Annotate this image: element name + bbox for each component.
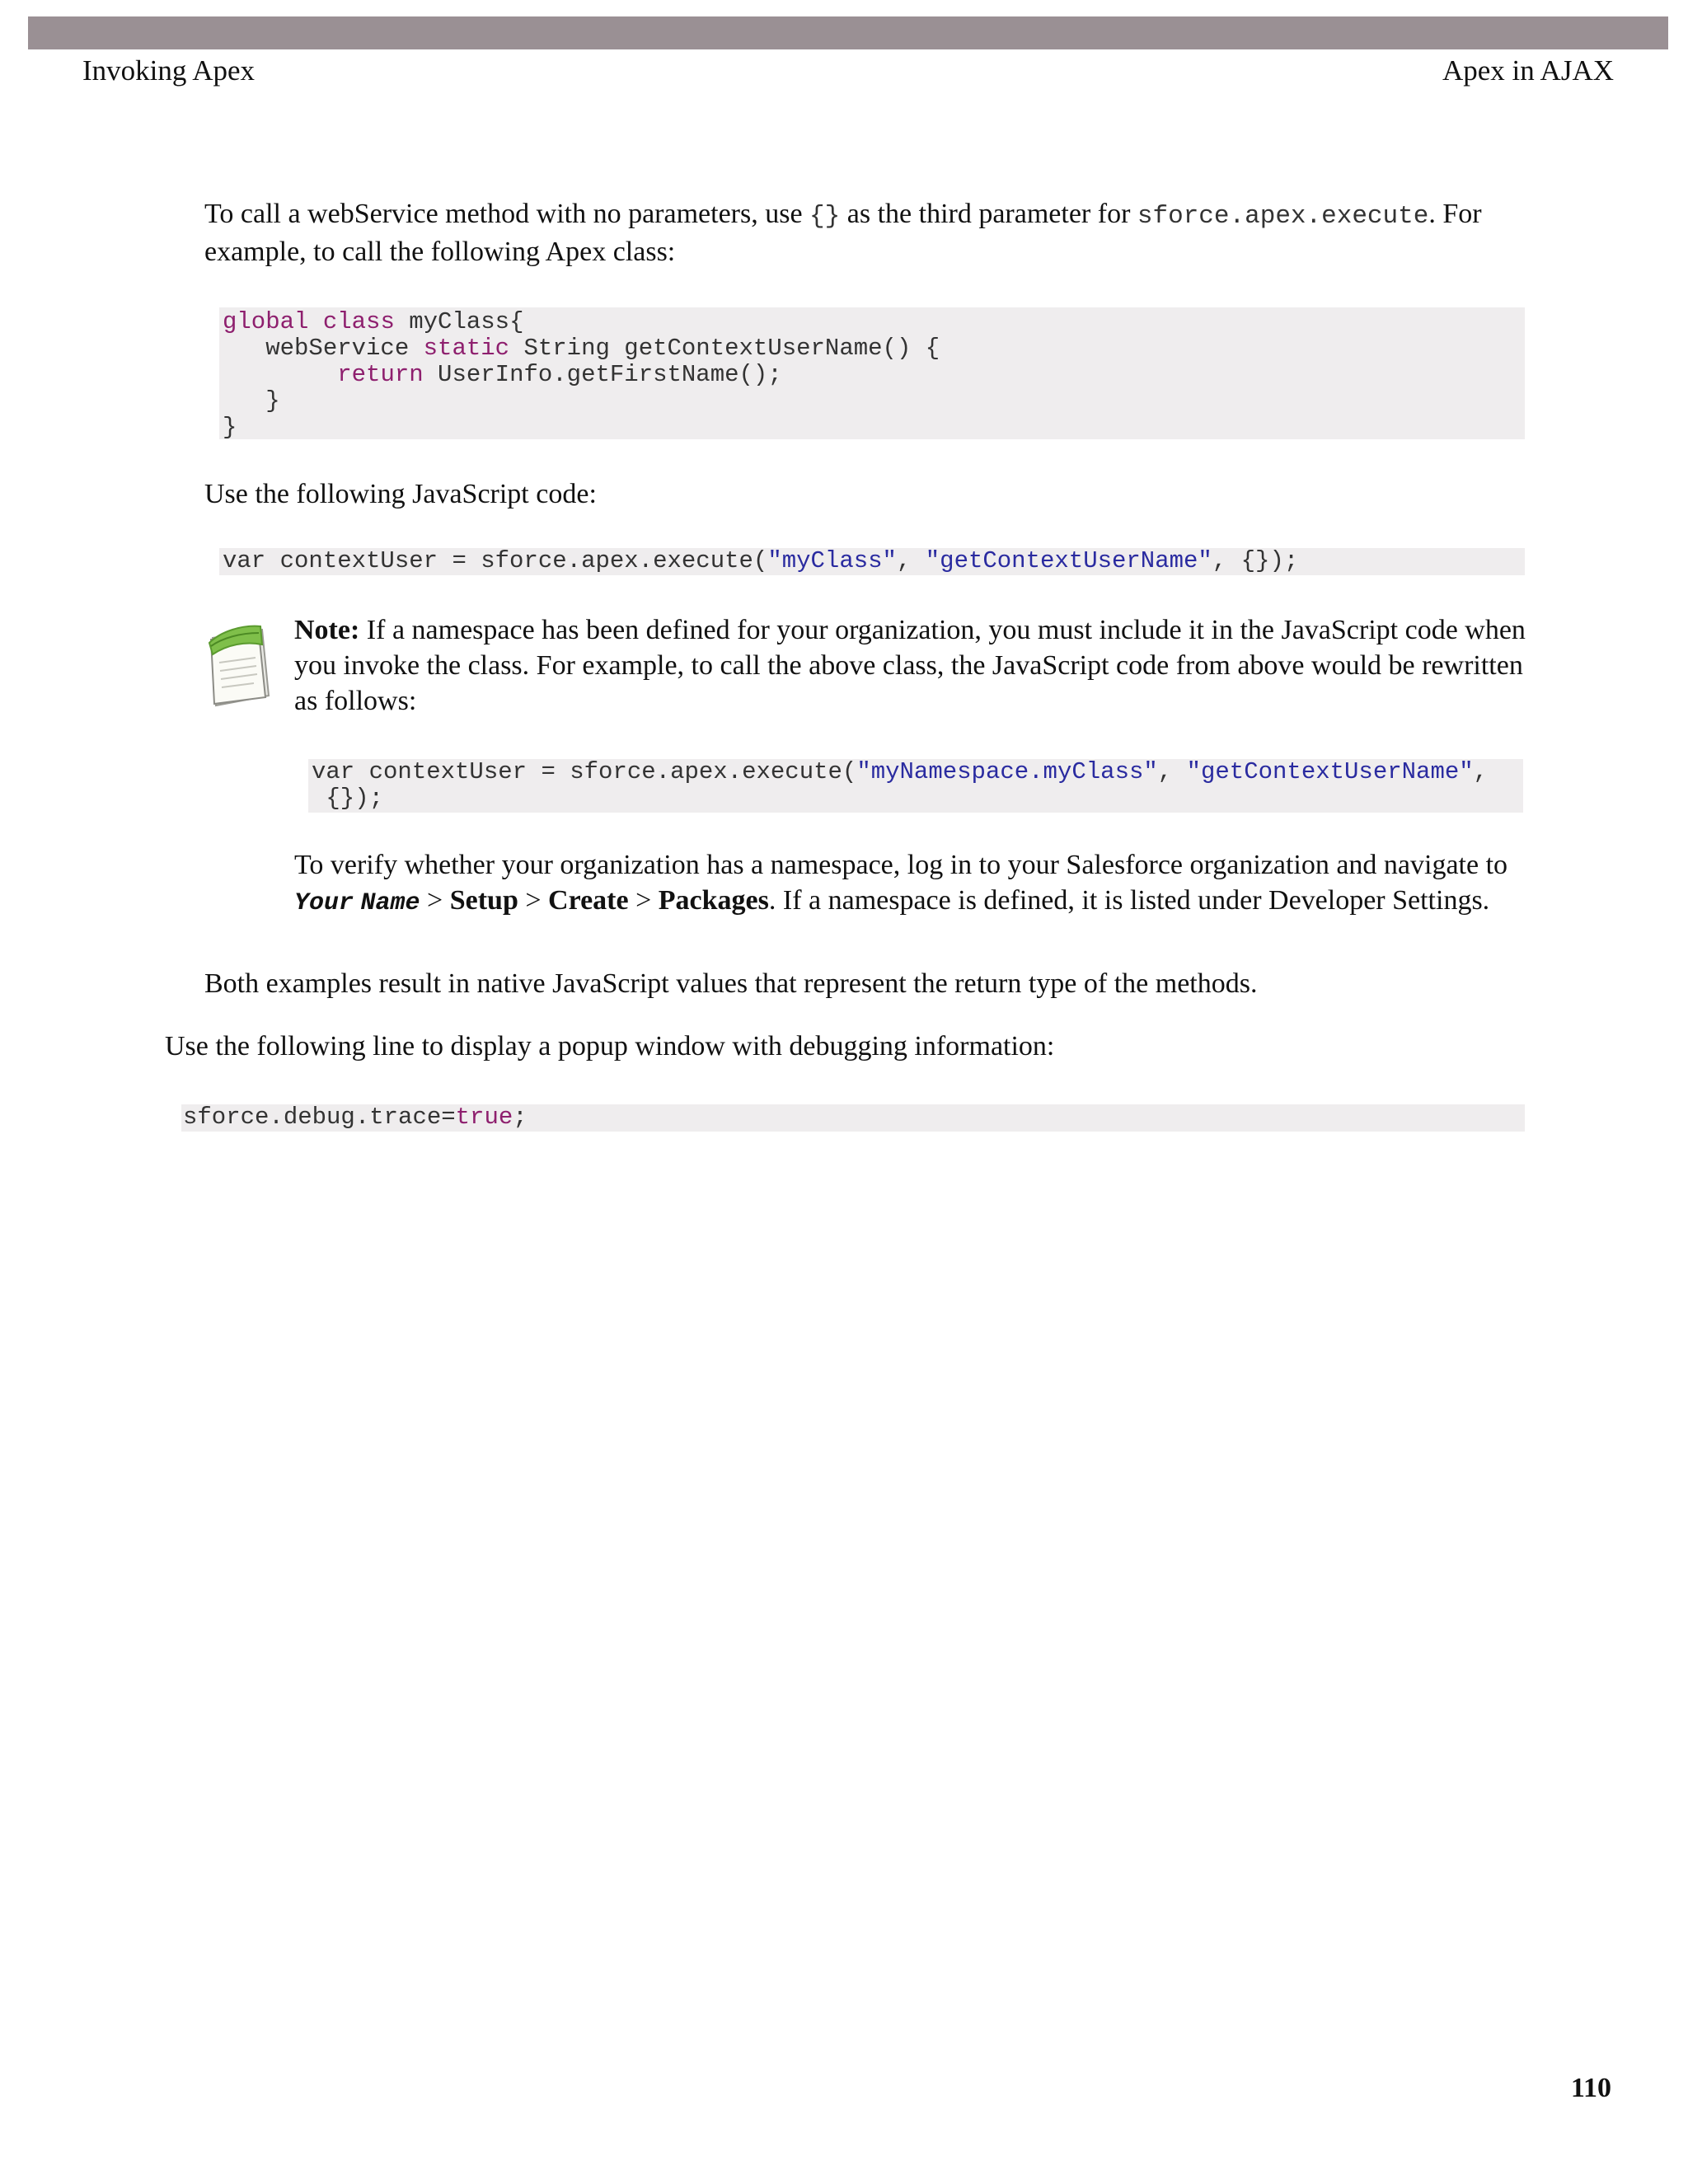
results-paragraph: Both examples result in native JavaScript values that represent the return type of the methods. — [204, 968, 1258, 999]
note-label: Note: — [294, 615, 360, 645]
page-number: 110 — [1570, 2073, 1611, 2103]
namespace-code-block: var contextUser = sforce.apex.execute("myNamespace.myClass", "getContextUserName", {}); — [308, 759, 1523, 813]
ui-path-packages: Packages — [658, 885, 769, 916]
note-icon — [204, 620, 274, 709]
ui-path-create: Create — [548, 885, 629, 916]
inline-code-execute: sforce.apex.execute — [1137, 202, 1429, 231]
running-header-right: Apex in AJAX — [1442, 54, 1614, 87]
javascript-code-block: var contextUser = sforce.apex.execute("myClass", "getContextUserName", {}); — [219, 548, 1525, 575]
javascript-intro-paragraph: Use the following JavaScript code: — [204, 479, 597, 509]
header-bar — [28, 16, 1668, 49]
apex-class-code-block: global class myClass{ webService static String getContextUserName() { return UserInfo.getFirstName(); } } — [219, 307, 1525, 439]
ui-path-your: Your — [294, 889, 354, 917]
running-header-left: Invoking Apex — [82, 54, 256, 87]
ui-path-setup: Setup — [449, 885, 518, 916]
debug-intro-paragraph: Use the following line to display a popup window with debugging information: — [165, 1031, 1055, 1062]
note-paragraph: Note: If a namespace has been defined for your organization, you must include it in the JavaScript code when you invoke the class. For example, to call the above class, the JavaScript code from above would be rewritten as follows: — [294, 615, 1526, 716]
ui-path-name: Name — [360, 889, 420, 917]
intro-paragraph: To call a webService method with no parameters, use {} as the third parameter for sforce.apex.execute. For example, to call the following Apex class: — [204, 199, 1482, 267]
debug-code-block: sforce.debug.trace=true; — [181, 1104, 1525, 1132]
inline-code-braces: {} — [809, 202, 841, 231]
namespace-verify-paragraph: To verify whether your organization has a namespace, log in to your Salesforce organization and navigate to Your Name > Setup > Create > Packages. If a namespace is defined, it is listed under Developer Settings. — [294, 850, 1508, 917]
